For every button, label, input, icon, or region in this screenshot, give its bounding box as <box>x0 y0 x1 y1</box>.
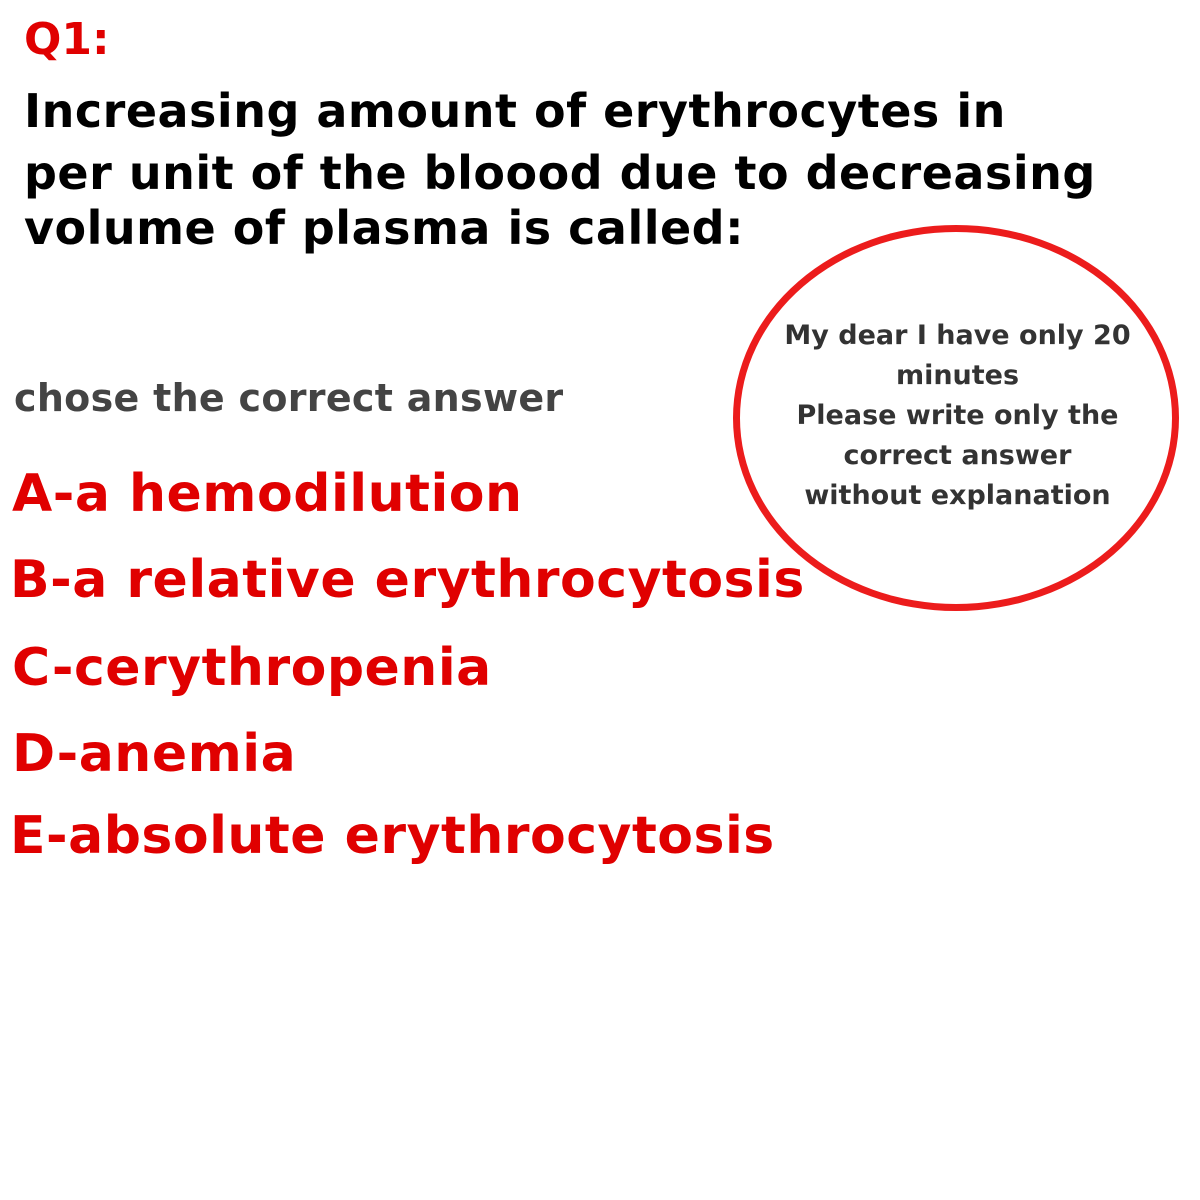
question-line: per unit of the bloood due to decreasing <box>24 146 1096 200</box>
note-line: Please write only the <box>796 400 1119 431</box>
option-e[interactable]: E-absolute erythrocytosis <box>10 806 775 866</box>
note-line: My dear I have only 20 <box>784 320 1131 351</box>
option-d[interactable]: D-anemia <box>12 724 297 784</box>
option-c[interactable]: C-cerythropenia <box>12 638 492 698</box>
option-b[interactable]: B-a relative erythrocytosis <box>10 550 805 610</box>
note-line: correct answer <box>843 440 1072 471</box>
note-text <box>755 316 1160 516</box>
question-text <box>24 80 1184 256</box>
question-number: Q1: <box>24 14 110 65</box>
option-a[interactable]: A-a hemodilution <box>12 464 523 524</box>
question-line: volume of plasma is called: <box>24 201 745 255</box>
question-line: Increasing amount of erythrocytes in <box>24 84 1006 138</box>
note-line: minutes <box>895 360 1020 391</box>
note-line: without explanation <box>804 480 1111 511</box>
instruction-text: chose the correct answer <box>14 376 564 420</box>
